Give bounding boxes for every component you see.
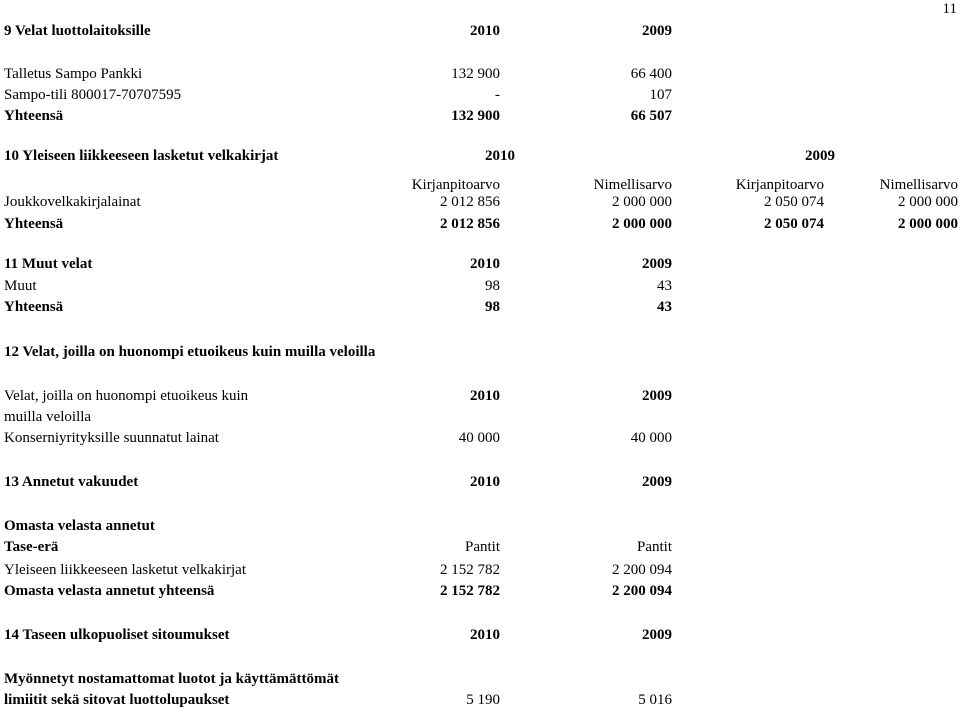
row-label: Sampo-tili 800017-70707595 — [4, 87, 182, 103]
subhead-kirjanpitoarvo-2010: Kirjanpitoarvo — [411, 177, 500, 193]
table-row — [0, 277, 960, 295]
note9-title: 9 Velat luottolaitoksille — [4, 23, 151, 39]
row-label: Konserniyrityksille suunnatut lainat — [4, 430, 219, 446]
row-label-line1: Myönnetyt nostamattomat luotot ja käyttämättömät — [4, 671, 339, 687]
total-value-1: 2 012 856 — [440, 216, 500, 232]
row-label: Joukkovelkakirjalainat — [4, 194, 141, 210]
row-value-2010: 40 000 — [458, 430, 500, 446]
note10-title: 10 Yleiseen liikkeeseen lasketut velkakirjat — [4, 148, 279, 164]
row-label: Talletus Sampo Pankki — [4, 66, 143, 82]
note13-year-2010: 2010 — [470, 474, 500, 490]
note10-header — [0, 147, 960, 165]
row-value-2009: 40 000 — [630, 430, 672, 446]
note14-title: 14 Taseen ulkopuoliset sitoumukset — [4, 627, 230, 643]
row-value-2009: 2 200 094 — [612, 562, 672, 578]
subhead-nimellisarvo-2010: Nimellisarvo — [593, 177, 672, 193]
note12-year-2009: 2009 — [642, 388, 672, 404]
table-row — [0, 193, 960, 211]
row-label-line2: limiitit sekä sitovat luottolupaukset — [4, 692, 230, 708]
table-row — [0, 429, 960, 447]
subhead-nimellisarvo-2009: Nimellisarvo — [879, 177, 958, 193]
note12-column-header-cont — [0, 408, 960, 426]
row-value-2010: 2 152 782 — [440, 562, 500, 578]
note13-column-header — [0, 538, 960, 556]
note13-section-heading — [0, 517, 960, 535]
row-value-2009: 107 — [649, 87, 672, 103]
total-value-2010: 2 152 782 — [440, 583, 500, 599]
total-value-3: 2 050 074 — [764, 216, 824, 232]
note14-header — [0, 626, 960, 644]
row-label: Yleiseen liikkeeseen lasketut velkakirjat — [4, 562, 246, 578]
total-label: Yhteensä — [4, 299, 64, 315]
column-label-line2: muilla veloilla — [4, 409, 92, 425]
total-value-4: 2 000 000 — [898, 216, 958, 232]
total-value-2009: 66 507 — [630, 108, 672, 124]
total-value-2010: 98 — [485, 299, 500, 315]
note13-total-row — [0, 582, 960, 600]
note11-header — [0, 255, 960, 273]
total-label: Yhteensä — [4, 108, 64, 124]
note13-title: 13 Annetut vakuudet — [4, 474, 139, 490]
column-label: Tase-erä — [4, 539, 59, 555]
total-label: Omasta velasta annetut yhteensä — [4, 583, 215, 599]
table-row — [0, 65, 960, 83]
note10-subheader-row — [0, 176, 960, 194]
note10-total-row — [0, 215, 960, 233]
row-value-2009: 43 — [657, 278, 672, 294]
note12-title: 12 Velat, joilla on huonompi etuoikeus kuin muilla veloilla — [4, 344, 376, 360]
table-row — [0, 86, 960, 104]
note10-year-2010: 2010 — [485, 148, 515, 164]
note14-row-line1 — [0, 670, 960, 688]
row-value-2010: 5 190 — [466, 692, 500, 708]
row-value-3: 2 050 074 — [764, 194, 824, 210]
note13-header — [0, 473, 960, 491]
row-value-2009: 66 400 — [630, 66, 672, 82]
row-value-4: 2 000 000 — [898, 194, 958, 210]
note11-total-row — [0, 298, 960, 316]
note12-column-header — [0, 387, 960, 405]
total-value-2009: 2 200 094 — [612, 583, 672, 599]
column-pantit-2010: Pantit — [464, 539, 500, 555]
note11-year-2009: 2009 — [642, 256, 672, 272]
note9-header — [0, 22, 960, 40]
note14-year-2010: 2010 — [470, 627, 500, 643]
note12-year-2010: 2010 — [470, 388, 500, 404]
row-value-2010: 132 900 — [451, 66, 500, 82]
row-value-2009: 5 016 — [638, 692, 672, 708]
total-value-2010: 132 900 — [451, 108, 500, 124]
note9-total-row — [0, 107, 960, 125]
column-pantit-2009: Pantit — [636, 539, 672, 555]
note12-header — [0, 343, 960, 361]
row-value-2: 2 000 000 — [612, 194, 672, 210]
note11-year-2010: 2010 — [470, 256, 500, 272]
total-value-2: 2 000 000 — [612, 216, 672, 232]
page-number: 11 — [942, 1, 957, 17]
total-label: Yhteensä — [4, 216, 64, 232]
row-value-1: 2 012 856 — [440, 194, 500, 210]
note14-year-2009: 2009 — [642, 627, 672, 643]
row-label: Muut — [4, 278, 37, 294]
note14-row-line2 — [0, 691, 960, 709]
column-label-line1: Velat, joilla on huonompi etuoikeus kuin — [4, 388, 249, 404]
note13-year-2009: 2009 — [642, 474, 672, 490]
section-title: Omasta velasta annetut — [4, 518, 155, 534]
row-value-2010: - — [495, 87, 500, 103]
note11-title: 11 Muut velat — [4, 256, 93, 272]
row-value-2010: 98 — [485, 278, 500, 294]
total-value-2009: 43 — [657, 299, 672, 315]
table-row — [0, 561, 960, 579]
note9-year-2009: 2009 — [642, 23, 672, 39]
subhead-kirjanpitoarvo-2009: Kirjanpitoarvo — [735, 177, 824, 193]
note10-year-2009: 2009 — [805, 148, 835, 164]
note9-year-2010: 2010 — [470, 23, 500, 39]
